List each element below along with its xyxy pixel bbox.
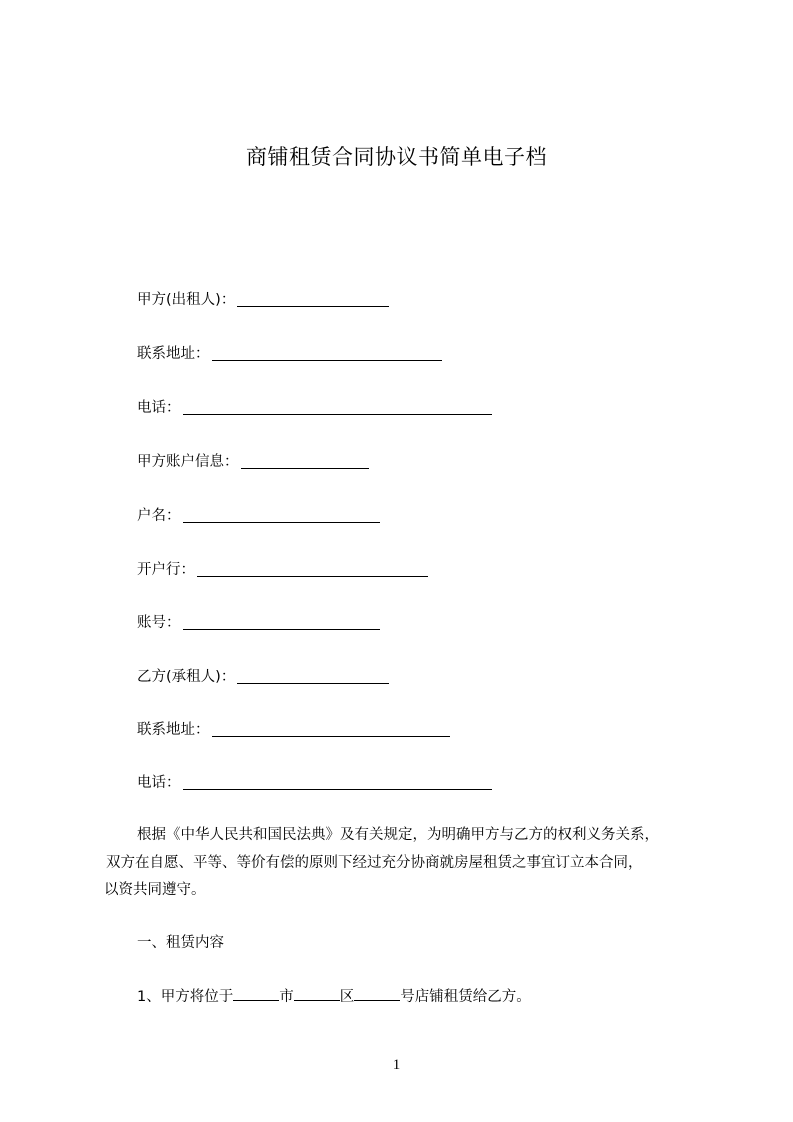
- account-number-field: [137, 613, 380, 633]
- field-label: 乙方(承租人)：: [137, 669, 236, 685]
- clause-1-city: 市: [279, 989, 294, 1005]
- fill-in-line: [354, 986, 400, 1001]
- lessor-name-field: [137, 290, 389, 310]
- fill-in-line: [241, 454, 369, 469]
- fill-in-line: [183, 615, 380, 630]
- clause-1-district: 区: [339, 989, 355, 1005]
- clause-1: [137, 986, 531, 1007]
- preamble-line-1: 根据《中华人民共和国民法典》及有关规定，为明确甲方与乙方的权利义务关系，: [137, 827, 659, 843]
- fill-in-line: [183, 508, 380, 523]
- field-label: 开户行：: [137, 562, 195, 578]
- field-label: 甲方(出租人)：: [137, 292, 236, 308]
- clause-1-suffix: 号店铺租赁给乙方。: [400, 989, 531, 1005]
- field-label: 联系地址：: [137, 346, 210, 362]
- fill-in-line: [233, 986, 279, 1001]
- lessor-phone-field: [137, 398, 492, 418]
- fill-in-line: [237, 669, 389, 684]
- lessee-name-field: [137, 667, 389, 687]
- fill-in-line: [237, 292, 389, 307]
- field-label: 电话：: [137, 400, 181, 416]
- lessee-phone-field: [137, 773, 492, 793]
- preamble-line-3: 以资共同遵守。: [104, 882, 206, 898]
- preamble-line-2: 双方在自愿、平等、等价有偿的原则下经过充分协商就房屋租赁之事宜订立本合同，: [106, 855, 643, 871]
- bank-field: [137, 560, 428, 580]
- field-label: 账号：: [137, 615, 181, 631]
- fill-in-line: [183, 400, 492, 415]
- field-label: 甲方账户信息：: [137, 454, 239, 470]
- fill-in-line: [183, 775, 492, 790]
- document-title: 商铺租赁合同协议书简单电子档: [246, 145, 547, 169]
- lessor-address-field: [137, 344, 442, 364]
- fill-in-line: [294, 986, 340, 1001]
- lessee-address-field: [137, 720, 450, 740]
- page-number: 1: [392, 1057, 401, 1073]
- field-label: 电话：: [137, 775, 181, 791]
- section-heading: 一、租赁内容: [137, 935, 224, 951]
- field-label: 联系地址：: [137, 722, 210, 738]
- fill-in-line: [197, 562, 428, 577]
- account-holder-field: [137, 506, 380, 526]
- clause-1-prefix: 1、甲方将位于: [137, 989, 234, 1005]
- fill-in-line: [212, 722, 450, 737]
- lessor-account-info-field: [137, 452, 369, 472]
- fill-in-line: [212, 346, 442, 361]
- field-label: 户名：: [137, 508, 181, 524]
